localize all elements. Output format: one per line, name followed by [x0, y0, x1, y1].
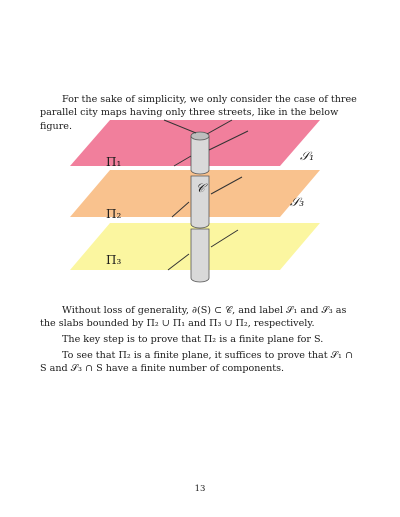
three-planes-figure — [60, 118, 340, 288]
core-top-cap — [191, 132, 209, 140]
core-segment-bottom — [191, 229, 209, 282]
label-s1: 𝒮₁ — [300, 149, 315, 163]
to-see-paragraph: To see that Π₂ is a finite plane, it suffices to prove that 𝒮₁ ∩ S and 𝒮₃ ∩ S have a finite number of components. — [40, 350, 353, 375]
label-s3: 𝒮₃ — [290, 195, 305, 209]
intro-paragraph: For the sake of simplicity, we only consider the case of three parallel city maps having only three streets, like in the below figure. — [40, 94, 357, 132]
core-segment-top — [191, 136, 209, 174]
label-core: 𝒞 — [196, 181, 205, 195]
wlog-paragraph: Without loss of generality, ∂(S) ⊂ 𝒞, and label 𝒮₁ and 𝒮₃ as the slabs bounded by Π₂ ∪ Π₁ and Π₃ ∪ Π₂, respectively. — [40, 305, 347, 330]
label-pi3: Π₃ — [106, 253, 122, 267]
label-pi2: Π₂ — [106, 207, 122, 221]
key-step-paragraph: The key step is to prove that Π₂ is a finite plane for S. — [62, 334, 324, 345]
page-number: 13 — [194, 484, 206, 494]
label-pi1: Π₁ — [106, 155, 122, 169]
